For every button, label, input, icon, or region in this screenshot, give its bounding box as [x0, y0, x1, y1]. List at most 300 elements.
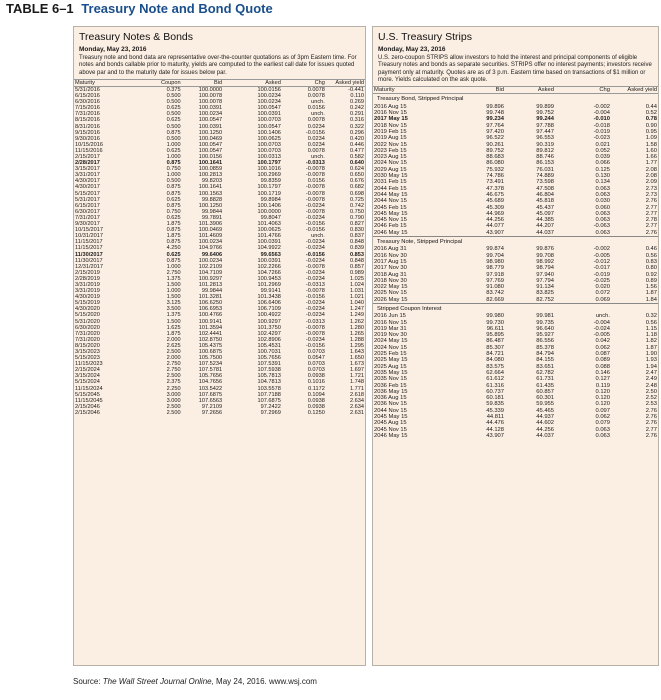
cell-asked-yield: 1.84	[645, 296, 657, 303]
cell-chg: -0.0156	[305, 221, 325, 228]
cell-bid: 85.307	[486, 344, 504, 351]
cell-coupon: 1.000	[166, 172, 181, 179]
cell-asked: 46.804	[536, 191, 554, 198]
cell-chg: 0.134	[595, 179, 610, 186]
cell-coupon: 1.500	[166, 294, 181, 301]
cell-coupon: 0.875	[166, 202, 181, 209]
cell-bid: 46.675	[486, 191, 504, 198]
cell-maturity: 4/30/2019	[75, 294, 100, 301]
cell-asked-yield: 1.82	[645, 338, 657, 345]
cell-bid: 101.3281	[198, 294, 223, 301]
section-header-row	[373, 303, 658, 313]
cell-chg: 0.0703	[307, 349, 325, 356]
panel-date: Monday, May 23, 2016	[378, 46, 446, 53]
cell-maturity: 12/31/2017	[75, 263, 103, 270]
cell-asked-yield: 1.265	[350, 330, 364, 337]
cell-asked: 100.2969	[257, 172, 281, 179]
cell-chg: -0.0156	[305, 294, 325, 301]
col-maturity: Maturity	[75, 79, 95, 86]
cell-asked-yield: 0.676	[350, 178, 364, 185]
cell-asked: 97.2422	[260, 403, 281, 410]
cell-asked: 100.4922	[257, 312, 281, 319]
cell-coupon: 2.500	[166, 403, 181, 410]
cell-coupon: 1.500	[166, 318, 181, 325]
cell-maturity: 2046 May 15	[374, 229, 408, 236]
cell-bid: 100.0234	[198, 111, 223, 118]
cell-bid: 104.7656	[198, 379, 223, 386]
cell-asked: 100.1797	[257, 184, 281, 191]
cell-asked-yield: 2.08	[645, 173, 657, 180]
cell-coupon: 2.375	[166, 379, 181, 386]
cell-asked-yield: 2.76	[645, 407, 657, 414]
cell-coupon: 0.500	[166, 135, 181, 142]
cell-maturity: 2/28/2017	[75, 160, 100, 167]
cell-maturity: 2019 Aug 15	[374, 135, 407, 142]
cell-maturity: 11/15/2017	[75, 239, 103, 246]
cell-asked: 91.134	[536, 284, 554, 291]
cell-maturity: 2016 Aug 31	[374, 246, 407, 253]
cell-maturity: 8/15/2020	[75, 342, 100, 349]
cell-maturity: 2025 Nov 15	[374, 290, 407, 297]
cell-chg: -0.017	[593, 265, 610, 272]
cell-bid: 100.0234	[198, 257, 223, 264]
cell-asked-yield: 1.697	[350, 367, 364, 374]
cell-maturity: 5/15/2019	[75, 300, 100, 307]
cell-coupon: 4.250	[166, 245, 181, 252]
table-row	[373, 433, 658, 439]
cell-chg: -0.0156	[305, 129, 325, 136]
cell-asked-yield: 0.316	[350, 117, 364, 124]
cell-asked-yield: 0.839	[350, 245, 364, 252]
section-header-row	[373, 94, 658, 104]
cell-maturity: 2/15/2019	[75, 269, 100, 276]
cell-bid: 99.874	[486, 246, 504, 253]
cell-chg: 0.097	[595, 407, 610, 414]
cell-maturity: 2045 May 15	[374, 210, 408, 217]
cell-coupon: 1.000	[166, 263, 181, 270]
cell-maturity: 11/15/2017	[75, 245, 103, 252]
cell-maturity: 2016 Nov 15	[374, 110, 407, 117]
cell-maturity: 2031 Feb 15	[374, 179, 407, 186]
section-header-row	[373, 237, 658, 247]
cell-chg: 0.060	[595, 204, 610, 211]
cell-asked-yield: 2.09	[645, 179, 657, 186]
cell-bid: 105.7656	[198, 373, 223, 380]
cell-asked-yield: 1.288	[350, 336, 364, 343]
cell-asked-yield: 1.021	[350, 294, 364, 301]
cell-chg: 0.0078	[307, 147, 325, 154]
cell-coupon: 0.500	[166, 178, 181, 185]
cell-coupon: 2.500	[166, 409, 181, 416]
cell-asked-yield: 2.634	[350, 397, 364, 404]
cell-maturity: 4/30/2020	[75, 306, 100, 313]
cell-bid: 82.669	[486, 296, 504, 303]
cell-asked: 100.0625	[257, 135, 281, 142]
cell-asked-yield: 2.618	[350, 391, 364, 398]
cell-maturity: 2019 Feb 15	[374, 128, 407, 135]
cell-asked: 100.1016	[257, 166, 281, 173]
cell-asked: 104.9922	[257, 245, 281, 252]
cell-asked: 97.940	[536, 271, 554, 278]
cell-chg: 0.0234	[307, 141, 325, 148]
cell-bid: 100.2813	[198, 172, 223, 179]
cell-coupon: 1.000	[166, 154, 181, 161]
cell-coupon: 2.750	[166, 361, 181, 368]
cell-bid: 100.1641	[198, 184, 223, 191]
cell-asked: 99.708	[536, 252, 554, 259]
table-row	[74, 86, 365, 93]
cell-maturity: 6/30/2020	[75, 324, 100, 331]
cell-bid: 104.7109	[198, 269, 223, 276]
cell-bid: 96.522	[486, 135, 504, 142]
cell-chg: -0.005	[593, 252, 610, 259]
cell-chg: unch.	[311, 99, 325, 106]
cell-bid: 105.4375	[198, 342, 223, 349]
cell-asked-yield: 0.90	[645, 122, 657, 129]
cell-bid: 97.2109	[201, 403, 223, 410]
cell-asked: 96.640	[536, 325, 554, 332]
cell-asked-yield: 0.853	[350, 251, 364, 258]
cell-chg: -0.0234	[305, 275, 325, 282]
cell-bid: 101.2813	[198, 281, 223, 288]
cell-asked: 99.244	[536, 116, 554, 123]
cell-bid: 84.080	[486, 357, 504, 364]
cell-asked: 83.651	[536, 363, 554, 370]
cell-bid: 45.309	[486, 204, 504, 211]
cell-bid: 101.3594	[198, 324, 223, 331]
cell-asked: 44.256	[536, 426, 554, 433]
cell-coupon: 0.625	[166, 105, 181, 112]
cell-chg: 0.0703	[307, 361, 325, 368]
cell-chg: -0.0313	[305, 281, 325, 288]
cell-maturity: 2045 Feb 15	[374, 204, 407, 211]
cell-maturity: 2036 Aug 15	[374, 395, 407, 402]
cell-bid: 104.9766	[198, 245, 223, 252]
cell-maturity: 6/30/2017	[75, 208, 100, 215]
cell-asked: 89.812	[536, 147, 554, 154]
cell-asked-yield: 1.60	[645, 147, 657, 154]
cell-asked: 99.6563	[260, 251, 281, 258]
cell-asked: 100.0703	[257, 147, 281, 154]
cell-asked: 95.927	[536, 332, 554, 339]
cell-maturity: 2046 Feb 15	[374, 223, 407, 230]
cell-asked-yield: 0.477	[350, 147, 364, 154]
cell-maturity: 2/15/2046	[75, 403, 100, 410]
panel-date: Monday, May 23, 2016	[79, 46, 147, 53]
cell-chg: -0.0234	[305, 300, 325, 307]
cell-bid: 88.683	[486, 154, 504, 161]
cell-bid: 106.6250	[198, 300, 223, 307]
cell-maturity: 5/31/2020	[75, 318, 100, 325]
cell-maturity: 3/15/2017	[75, 166, 100, 173]
cell-bid: 86.080	[486, 160, 504, 167]
cell-asked: 99.8047	[260, 214, 281, 221]
cell-maturity: 2029 Aug 15	[374, 166, 407, 173]
cell-chg: -0.0234	[305, 239, 325, 246]
cell-bid: 97.769	[486, 277, 504, 284]
cell-asked: 85.378	[536, 344, 554, 351]
cell-asked: 106.7109	[257, 306, 281, 313]
cell-chg: 0.146	[595, 369, 610, 376]
cell-chg: -0.0078	[305, 263, 325, 270]
cell-asked: 60.301	[536, 395, 554, 402]
cell-asked: 103.5578	[257, 385, 281, 392]
cell-bid: 103.5422	[198, 385, 223, 392]
cell-chg: -0.0234	[305, 257, 325, 264]
cell-coupon: 0.375	[166, 86, 181, 93]
cell-maturity: 2/15/2017	[75, 154, 100, 161]
cell-bid: 44.476	[486, 420, 504, 427]
panel-description: Treasury note and bond data are representative over-the-counter quotations as of 3pm Eastern time. For notes and bonds callable prior to maturity, yields are computed to the earliest call date for issues quoted above par and to the maturity date for issues below par.	[79, 55, 357, 76]
source-suffix: May 24, 2016. www.wsj.com	[213, 677, 317, 686]
cell-chg: 0.089	[595, 357, 610, 364]
cell-asked: 73.598	[536, 179, 554, 186]
cell-chg: 0.1172	[308, 385, 325, 392]
cell-asked: 105.7813	[257, 373, 281, 380]
cell-asked-yield: 1.771	[350, 385, 364, 392]
cell-bid: 106.6953	[198, 306, 223, 313]
cell-coupon: 0.875	[166, 129, 181, 136]
col-asked: Asked	[537, 87, 554, 94]
cell-coupon: 0.875	[166, 184, 181, 191]
cell-bid: 45.689	[486, 198, 504, 205]
cell-coupon: 0.500	[166, 111, 181, 118]
cell-maturity: 2017 May 15	[374, 116, 408, 123]
cell-maturity: 2017 Aug 15	[374, 258, 407, 265]
cell-coupon: 0.625	[166, 196, 181, 203]
cell-maturity: 2026 May 15	[374, 296, 408, 303]
section-title: Stripped Coupon Interest	[373, 303, 658, 313]
cell-asked-yield: 0.52	[645, 110, 657, 117]
cell-chg: 0.125	[595, 166, 610, 173]
cell-asked: 99.752	[536, 110, 554, 117]
cell-bid: 100.4766	[198, 312, 223, 319]
cell-bid: 73.491	[486, 179, 504, 186]
cell-asked-yield: 0.582	[350, 154, 364, 161]
cell-coupon: 2.500	[166, 349, 181, 356]
cell-bid: 100.0547	[198, 147, 223, 154]
cell-asked-yield: 2.52	[645, 395, 657, 402]
cell-chg: -0.0234	[305, 269, 325, 276]
cell-maturity: 7/15/2016	[75, 105, 100, 112]
cell-asked-yield: 0.989	[350, 269, 364, 276]
cell-chg: -0.0078	[305, 330, 325, 337]
cell-asked-yield: 1.87	[645, 290, 657, 297]
cell-bid: 100.0547	[198, 117, 223, 124]
cell-asked-yield: 0.742	[350, 202, 364, 209]
cell-chg: 0.0234	[307, 135, 325, 142]
cell-bid: 61.316	[486, 382, 504, 389]
cell-chg: 0.021	[595, 141, 610, 148]
cell-asked: 105.7656	[257, 355, 281, 362]
cell-asked: 90.319	[536, 141, 554, 148]
cell-coupon: 0.875	[166, 160, 181, 167]
cell-asked-yield: 2.08	[645, 166, 657, 173]
col-asked-yield: Asked yield	[335, 79, 364, 86]
cell-bid: 107.5781	[198, 367, 223, 374]
cell-maturity: 2017 Nov 30	[374, 265, 407, 272]
cell-asked-yield: 0.698	[350, 190, 364, 197]
cell-coupon: 0.750	[166, 166, 181, 173]
cell-bid: 100.9297	[198, 275, 223, 282]
cell-coupon: 0.875	[166, 239, 181, 246]
cell-asked-yield: 1.93	[645, 357, 657, 364]
col-chg: Chg	[314, 79, 325, 86]
cell-asked: 107.5938	[257, 367, 281, 374]
cell-asked-yield: 0.830	[350, 227, 364, 234]
cell-maturity: 5/31/2017	[75, 196, 100, 203]
cell-asked-yield: 1.721	[350, 373, 364, 380]
cell-maturity: 11/15/2023	[75, 361, 103, 368]
cell-asked: 100.0547	[257, 123, 281, 130]
cell-asked: 100.7031	[257, 349, 281, 356]
cell-asked-yield: 1.025	[350, 275, 364, 282]
cell-coupon: 1.500	[166, 281, 181, 288]
cell-bid: 101.3906	[198, 221, 223, 228]
cell-asked-yield: 1.650	[350, 355, 364, 362]
cell-maturity: 2045 Aug 15	[374, 420, 407, 427]
cell-asked-yield: 0.624	[350, 166, 364, 173]
cell-coupon: 0.875	[166, 257, 181, 264]
cell-asked-yield: 2.76	[645, 420, 657, 427]
cell-chg: -0.0078	[305, 166, 325, 173]
cell-asked-yield: 0.44	[645, 103, 657, 110]
section-title: Treasury Note, Stripped Principal	[373, 237, 658, 247]
cell-bid: 83.575	[486, 363, 504, 370]
cell-asked-yield: 0.682	[350, 184, 364, 191]
cell-asked: 100.9297	[257, 318, 281, 325]
cell-asked: 44.207	[536, 223, 554, 230]
cell-chg: -0.0234	[305, 336, 325, 343]
cell-asked: 104.7813	[257, 379, 281, 386]
cell-chg: 0.030	[595, 198, 610, 205]
cell-bid: 99.8828	[201, 196, 223, 203]
cell-asked: 105.4531	[257, 342, 281, 349]
cell-asked-yield: 1.94	[645, 363, 657, 370]
cell-asked: 97.447	[536, 128, 554, 135]
cell-asked: 44.602	[536, 420, 554, 427]
cell-asked: 45.097	[536, 210, 554, 217]
cell-chg: 0.0938	[307, 403, 325, 410]
cell-asked-yield: 1.58	[645, 141, 657, 148]
cell-asked-yield: 0.848	[350, 239, 364, 246]
cell-bid: 44.077	[486, 223, 504, 230]
cell-chg: 0.0078	[307, 93, 325, 100]
cell-bid: 100.0078	[198, 99, 223, 106]
cell-chg: -0.0234	[305, 202, 325, 209]
cell-asked: 99.735	[536, 319, 554, 326]
cell-asked: 100.0234	[257, 99, 281, 106]
cell-chg: 0.063	[595, 210, 610, 217]
cell-asked-yield: 2.76	[645, 229, 657, 236]
cell-chg: -0.0078	[305, 172, 325, 179]
cell-maturity: 2/15/2024	[75, 367, 100, 374]
cell-bid: 99.896	[486, 103, 504, 110]
cell-asked-yield: 0.640	[350, 160, 364, 167]
cell-bid: 45.339	[486, 407, 504, 414]
cell-chg: 0.066	[595, 160, 610, 167]
cell-coupon: 2.625	[166, 342, 181, 349]
cell-maturity: 3/15/2023	[75, 349, 100, 356]
cell-asked-yield: 0.790	[350, 214, 364, 221]
cell-bid: 96.611	[486, 325, 504, 332]
cell-chg: 0.063	[595, 426, 610, 433]
cell-asked-yield: 2.77	[645, 426, 657, 433]
cell-asked-yield: 2.77	[645, 210, 657, 217]
section-title: Treasury Bond, Stripped Principal	[377, 96, 464, 103]
cell-coupon: 0.875	[166, 227, 181, 234]
cell-bid: 100.0078	[198, 93, 223, 100]
cell-asked-yield: 2.77	[645, 204, 657, 211]
cell-asked-yield: 0.837	[350, 233, 364, 240]
cell-bid: 62.664	[486, 369, 504, 376]
cell-chg: 0.063	[595, 185, 610, 192]
cell-maturity: 6/15/2017	[75, 202, 100, 209]
cell-bid: 44.256	[486, 217, 504, 224]
cell-maturity: 2018 Aug 31	[374, 271, 407, 278]
cell-asked-yield: 1.18	[645, 332, 657, 339]
cell-maturity: 2018 Nov 15	[374, 122, 407, 129]
cell-asked: 101.3438	[257, 294, 281, 301]
cell-maturity: 11/15/2016	[75, 147, 103, 154]
cell-asked-yield: 2.631	[350, 409, 364, 416]
cell-asked-yield: 0.650	[350, 172, 364, 179]
col-asked-yield: Asked yield	[627, 87, 657, 94]
cell-bid: 97.764	[486, 122, 504, 129]
cell-bid: 60.181	[486, 395, 504, 402]
cell-chg: 0.1016	[307, 379, 325, 386]
cell-asked: 44.385	[536, 217, 554, 224]
cell-bid: 99.7891	[201, 214, 223, 221]
cell-coupon: 1.875	[166, 221, 181, 228]
cell-chg: -0.063	[593, 223, 610, 230]
cell-maturity: 2030 May 15	[374, 173, 408, 180]
cell-asked: 100.0391	[257, 257, 281, 264]
cell-asked: 100.0391	[257, 239, 281, 246]
cell-bid: 100.0859	[198, 166, 223, 173]
cell-chg: 0.063	[595, 229, 610, 236]
cell-asked-yield: 0.83	[645, 258, 657, 265]
cell-asked-yield: 1.247	[350, 306, 364, 313]
cell-asked-yield: 2.76	[645, 198, 657, 205]
cell-bid: 44.128	[486, 426, 504, 433]
cell-bid: 100.0156	[198, 154, 223, 161]
cell-asked: 45.818	[536, 198, 554, 205]
cell-coupon: 2.750	[166, 269, 181, 276]
cell-asked-yield: 1.77	[645, 160, 657, 167]
cell-maturity: 11/30/2017	[75, 257, 103, 264]
cell-bid: 99.9844	[201, 288, 223, 295]
cell-maturity: 6/30/2016	[75, 99, 100, 106]
cell-maturity: 5/15/2045	[75, 391, 100, 398]
cell-bid: 99.748	[486, 110, 504, 117]
cell-maturity: 10/15/2017	[75, 227, 103, 234]
cell-maturity: 5/15/2024	[75, 379, 100, 386]
cell-coupon: 1.000	[166, 288, 181, 295]
cell-chg: -0.0078	[305, 324, 325, 331]
cell-maturity: 7/31/2020	[75, 336, 100, 343]
cell-asked-yield: 1.56	[645, 284, 657, 291]
cell-chg: 0.0703	[307, 367, 325, 374]
cell-coupon: 1.625	[166, 324, 181, 331]
cell-chg: 0.127	[595, 376, 610, 383]
cell-asked: 100.0547	[257, 105, 281, 112]
cell-maturity: 3/31/2017	[75, 172, 100, 179]
cell-asked: 100.0703	[257, 117, 281, 124]
cell-chg: unch.	[311, 233, 325, 240]
table-row	[373, 297, 658, 304]
cell-bid: 61.612	[486, 376, 504, 383]
